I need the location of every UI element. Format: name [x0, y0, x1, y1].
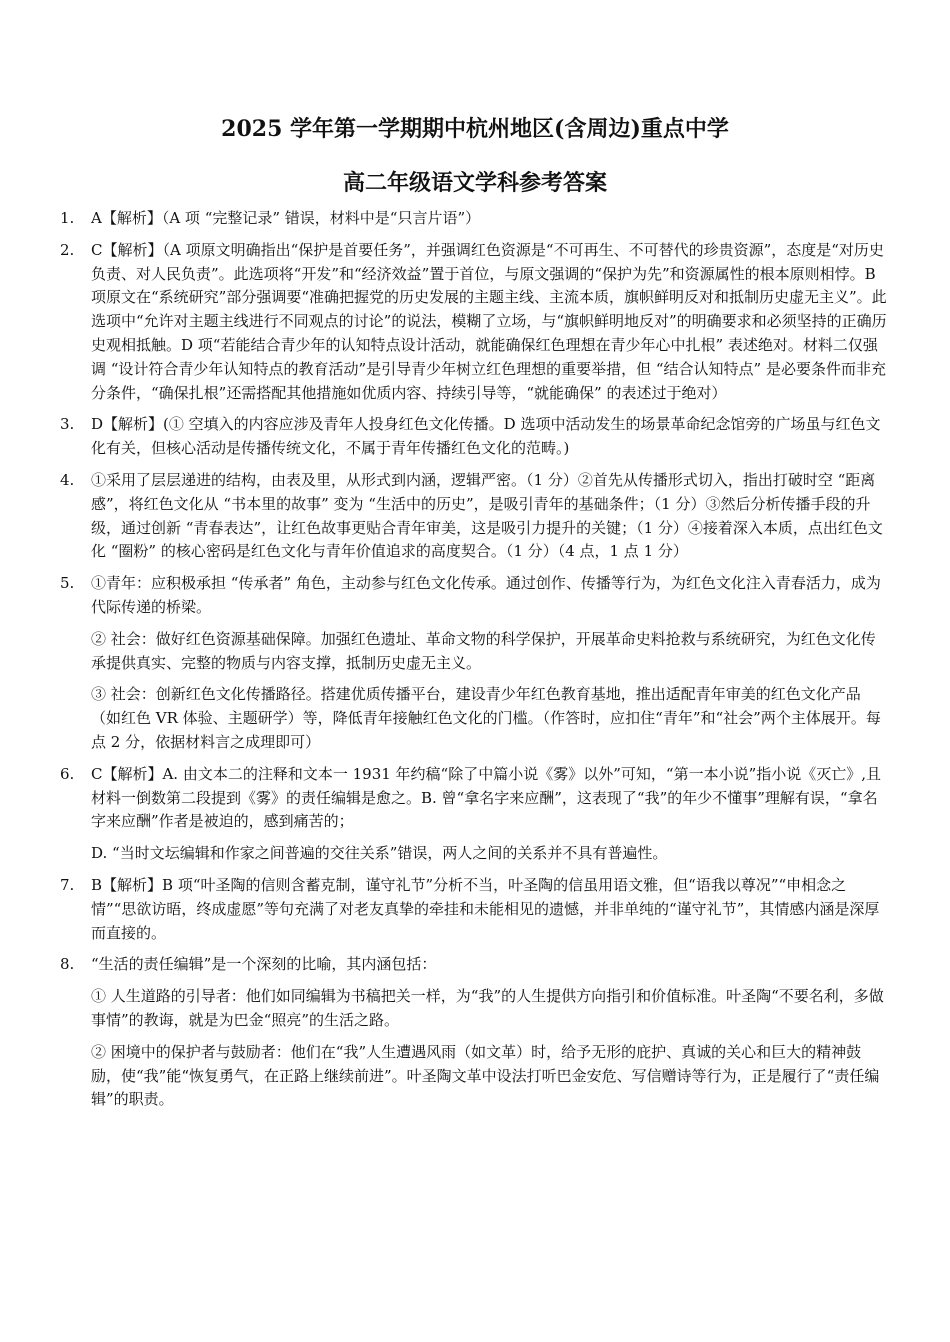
answer-number: 5. [60, 574, 75, 593]
answer-number: 7. [60, 875, 75, 894]
answer-item-5 [60, 572, 890, 755]
answer-paragraph: ③ 社会：创新红色文化传播路径。搭建优质传播平台，建设青少年红色教育基地，推出适配青年审美的红色文化产品（如红色 VR 体验、主题研学）等，降低青年接触红色文化的门槛。（作答时，应扣住“青年”和“社会”两个主体展开。每点 2 分，依据材料言之成理即可） [91, 685, 881, 751]
answer-text: B【解析】B 项“叶圣陶的信则含蓄克制，谨守礼节”分析不当，叶圣陶的信虽用语文雅，但“语我以尊况”“申相念之情”“思欲访晤，终成虚愿”等句充满了对老友真挚的牵挂和未能相见的遗憾，并非单纯的“谨守礼节”，其情感内涵是深厚而直接的。 [91, 875, 880, 942]
answer-number: 4. [60, 470, 75, 489]
answer-number: 3. [60, 415, 75, 434]
answer-number: 6. [60, 764, 75, 783]
answer-item-2 [60, 239, 890, 406]
answer-paragraph: ① 人生道路的引导者：他们如同编辑为书稿把关一样，为“我”的人生提供方向指引和价值标准。叶圣陶“不要名利，多做事情”的教诲，就是为巴金“照亮”的生活之路。 [91, 987, 884, 1029]
answer-item-8 [60, 953, 890, 1112]
answer-paragraph: ② 困境中的保护者与鼓励者：他们在“我”人生遭遇风雨（如文革）时，给予无形的庇护、真诚的关心和巨大的精神鼓励，使“我”能“恢复勇气，在正路上继续前进”。叶圣陶文革中设法打听巴金安危、写信赠诗等行为，正是履行了“责任编辑”的职责。 [91, 1042, 880, 1109]
answer-number: 1. [60, 209, 75, 227]
answer-item-3 [60, 413, 890, 461]
document-subtitle: 高二年级语文学科参考答案 [342, 170, 607, 196]
answer-item-4 [60, 469, 890, 564]
answer-text: C【解析】（A 项原文明确指出“保护是首要任务”，并强调红色资源是“不可再生、不可替代的珍贵资源”，态度是“对历史负责、对人民负责”。此选项将“开发”和“经济效益”置于首位，与原文强调的“保护为先”和资源属性的根本原则相悖。B 项原文在“系统研究”部分强调要“准确把握党的历史发展的主题主线、主流本质，旗帜鲜明反对和抵制历史虚无主义”。此选项中“允许对主题主线进行不同观点的讨论”的说法，模糊了立场，与“旗帜鲜明地反对”的明确要求和必须坚持的正确历史观相抵触。D 项“若能结合青少年的认知特点设计活动，就能确保红色理想在青少年心中扎根” 表述绝对。材料二仅强调 “设计符合青少年认知特点的教育活动”是引导青少年树立红色理想的重要举措，但 “结合认知特点” 是必要条件而非充分条件，“确保扎根”还需搭配其他措施如优质内容、持续引导等，“就能确保” 的表述过于绝对） [91, 240, 887, 402]
answer-item-6 [60, 763, 890, 866]
answer-text: A【解析】（A 项 “完整记录” 错误，材料中是“只言片语”） [91, 209, 481, 227]
answer-item-1 [60, 207, 890, 231]
answer-paragraph: “生活的责任编辑”是一个深刻的比喻，其内涵包括： [91, 955, 437, 974]
answer-paragraph: C【解析】A. 由文本二的注释和文本一 1931 年约稿“除了中篇小说《雾》以外”可知，“第一本小说”指小说《灭亡》,且材料一倒数第二段提到《雾》的责任编辑是愈之。B. 曾“拿名字来应酬”，这表现了“我”的年少不懂事”理解有误，“拿名字来应酬”作者是被迫的，感到痛苦的； [91, 764, 882, 831]
answer-list [60, 207, 890, 1120]
answer-text: ①采用了层层递进的结构，由表及里，从形式到内涵，逻辑严密。（1 分）②首先从传播形式切入，指出打破时空 “距离感”，将红色文化从 “书本里的故事” 变为 “生活中的历史”，是吸引青年的基础条件；（1 分）③然后分析传播手段的升级，通过创新 “青春表达”，让红色故事更贴合青年审美，这是吸引力提升的关键；（1 分）④接着深入本质，点出红色文化 “圈粉” 的核心密码是红色文化与青年价值追求的高度契合。（1 分）（4 点，1 点 1 分） [91, 470, 883, 561]
answer-number: 8. [60, 955, 75, 974]
answer-paragraph: ② 社会：做好红色资源基础保障。加强红色遗址、革命文物的科学保护，开展革命史料抢救与系统研究，为红色文化传承提供真实、完整的物质与内容支撑，抵制历史虚无主义。 [91, 629, 876, 672]
answer-number: 2. [60, 240, 75, 259]
document-title: 2025 学年第一学期期中杭州地区(含周边)重点中学 [221, 116, 729, 142]
answer-item-7 [60, 874, 890, 945]
answer-paragraph: D. “当时文坛编辑和作家之间普遍的交往关系”错误，两人之间的关系并不具有普遍性。 [91, 844, 668, 863]
answer-text: D【解析】(① 空填入的内容应涉及青年人投身红色文化传播。D 选项中活动发生的场景革命纪念馆旁的广场虽与红色文化有关，但核心活动是传播传统文化，不属于青年传播红色文化的范畴。) [91, 415, 881, 458]
answer-paragraph: ①青年：应积极承担 “传承者” 角色，主动参与红色文化传承。通过创作、传播等行为，为红色文化注入青春活力，成为代际传递的桥梁。 [91, 574, 881, 616]
